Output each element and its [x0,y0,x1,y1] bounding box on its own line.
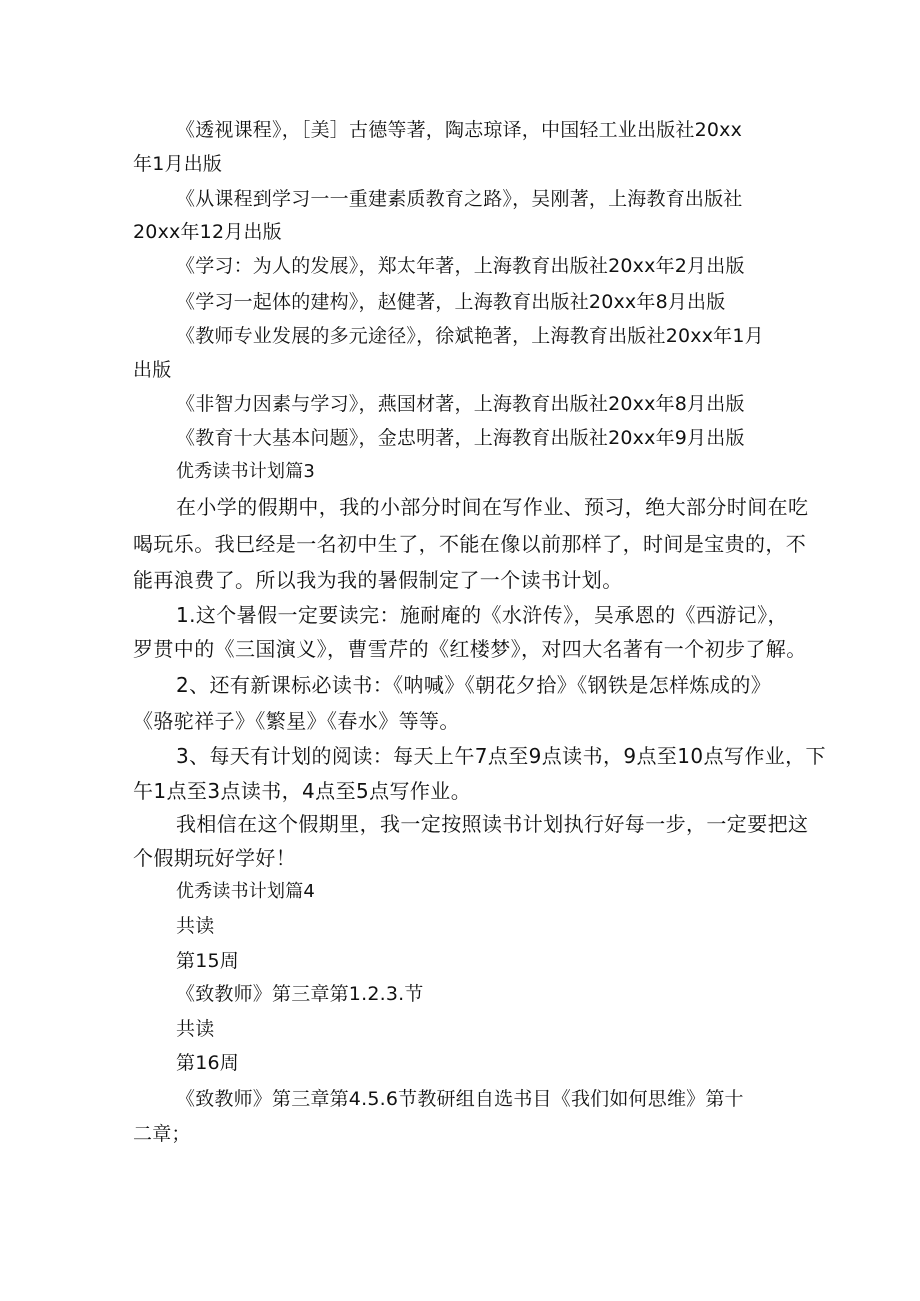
text-line: 共读 [176,915,215,937]
text-line: 1.这个暑假一定要读完：施耐庵的《水浒传》，吴承恩的《西游记》， [176,603,788,627]
text-line: 第16周 [176,1052,239,1074]
text-line: 20xx年12月出版 [133,221,282,243]
text-line: 《非智力因素与学习》，燕国材著，上海教育出版社20xx年8月出版 [176,393,745,415]
text-line: 第15周 [176,950,239,972]
text-line: 在小学的假期中，我的小部分时间在写作业、预习，绝大部分时间在吃 [176,495,809,519]
text-line: 罗贯中的《三国演义》，曹雪芹的《红楼梦》，对四大名著有一个初步了解。 [133,637,807,661]
text-line: 《骆驼祥子》《繁星》《春水》等等。 [133,709,460,733]
text-line: 2、还有新课标必读书：《呐喊》《朝花夕拾》《钢铁是怎样炼成的》 [176,673,772,697]
section-heading: 优秀读书计划篇4 [176,881,316,902]
text-line: 《教师专业发展的多元途径》，徐斌艳著，上海教育出版社20xx年1月 [176,325,764,347]
text-line: 共读 [176,1018,215,1040]
text-line: 年1月出版 [133,153,223,175]
text-line: 《致教师》第三章第1.2.3.节 [176,983,424,1005]
text-line: 我相信在这个假期里，我一定按照读书计划执行好每一步，一定要把这 [176,812,809,836]
text-line: 《透视课程》，［美］古德等著，陶志琼译，中国轻工业出版社20xx [176,119,743,141]
text-line: 出版 [133,359,172,381]
text-line: 喝玩乐。我巳经是一名初中生了，不能在像以前那样了，时间是宝贵的，不 [133,532,807,556]
text-line: 《从课程到学习一一重建素质教育之路》，吴刚著，上海教育出版社 [176,188,743,210]
text-line: 《学习一起体的建构》，赵健著，上海教育出版社20xx年8月出版 [176,291,726,313]
text-line: 3、每天有计划的阅读：每天上午7点至9点读书，9点至10点写作业，下 [176,744,826,768]
text-line: 个假期玩好学好！ [133,846,297,870]
section-heading: 优秀读书计划篇3 [176,461,316,482]
text-line: 《致教师》第三章第4.5.6节教研组自选书目《我们如何思维》第十 [176,1088,744,1110]
text-line: 二章； [133,1123,191,1145]
text-line: 《教育十大基本问题》，金忠明著，上海教育出版社20xx年9月出版 [176,427,745,449]
text-line: 《学习：为人的发展》，郑太年著，上海教育出版社20xx年2月出版 [176,255,745,277]
text-line: 午1点至3点读书，4点至5点写作业。 [133,779,472,803]
text-line: 能再浪费了。所以我为我的暑假制定了一个读书计划。 [133,568,623,592]
